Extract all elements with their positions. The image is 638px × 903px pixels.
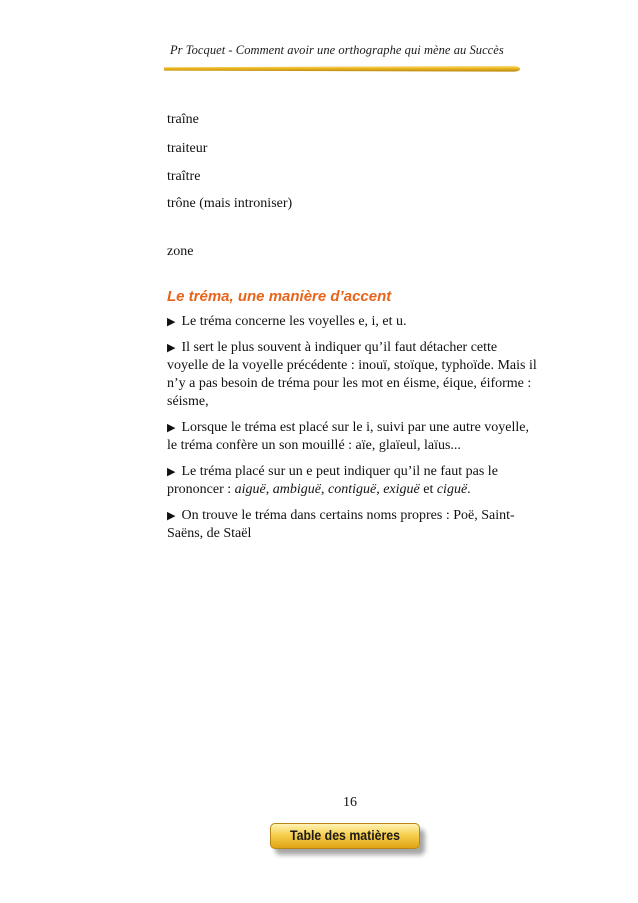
separator: , <box>376 482 384 497</box>
word-item: traîne <box>167 112 199 127</box>
triangle-right-icon: ▶ <box>167 342 176 354</box>
table-of-contents-label: Table des matières <box>289 827 401 843</box>
bullet-item <box>167 419 537 455</box>
separator: , <box>320 482 328 497</box>
triangle-right-icon: ▶ <box>167 466 176 478</box>
word-item: traître <box>167 169 201 184</box>
bullet-item <box>167 507 537 543</box>
example-word: ambiguë <box>272 482 321 497</box>
triangle-right-icon: ▶ <box>167 316 176 328</box>
bullet-text: On trouve le tréma dans certains noms propres : Poë, Saint-Saëns, de Staël <box>167 508 515 541</box>
word-item: traiteur <box>167 141 208 156</box>
bullet-text: Le tréma concerne les voyelles e, i, et u. <box>181 314 407 329</box>
bullet-item <box>167 339 537 411</box>
table-of-contents-button[interactable] <box>270 823 432 855</box>
bullet-text: Le tréma placé sur un e peut indiquer qu’il ne faut pas le prononcer : <box>167 464 498 497</box>
example-word: aiguë <box>234 482 266 497</box>
bullet-item <box>167 313 537 331</box>
example-word: contiguë <box>327 482 377 497</box>
page-number: 16 <box>343 795 357 810</box>
triangle-right-icon: ▶ <box>167 510 176 522</box>
separator: , <box>265 482 273 497</box>
bullet-text: Lorsque le tréma est placé sur le i, suivi par une autre voyelle, le tréma confère un son mouillé : aïe, glaïeul, laïus... <box>167 420 530 453</box>
header-bar <box>164 64 520 73</box>
word-item: trône (mais introniser) <box>167 196 293 211</box>
word-item: zone <box>167 244 194 259</box>
section-heading: Le tréma, une manière d’accent <box>167 288 392 305</box>
connector: et <box>419 482 437 497</box>
bullet-item <box>167 463 537 499</box>
bullet-text: Il sert le plus souvent à indiquer qu’il faut détacher cette voyelle de la voyelle précédente : inouï, stoïque, typhoïde. Mais il n’y a pas besoin de tréma pour les mot en éisme, éique, éiforme : séisme, <box>167 340 537 409</box>
example-word: exiguë <box>383 482 420 497</box>
header-title: Pr Tocquet - Comment avoir une orthographe qui mène au Succès <box>170 43 504 57</box>
bullet-list <box>167 313 537 551</box>
example-word: ciguë <box>436 482 468 497</box>
triangle-right-icon: ▶ <box>167 422 176 434</box>
period: . <box>467 482 471 497</box>
